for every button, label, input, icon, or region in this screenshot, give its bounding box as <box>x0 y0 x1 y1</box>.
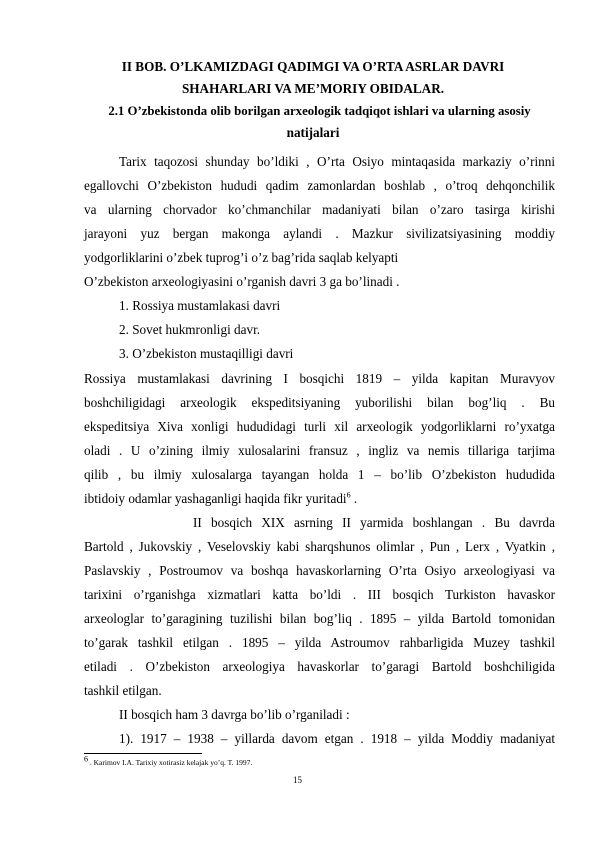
list-item: 2. Sovet hukmronligi davr. <box>119 322 261 337</box>
paragraph-line: egallovchi O’zbekiston hududi qadim zamonlardan boshlab , o’troq dehqonchilik <box>84 178 555 193</box>
paragraph-line: O’zbekiston arxeologiyasini o’rganish davri 3 ga bo’linadi . <box>84 274 400 289</box>
list-item: 1. Rossiya mustamlakasi davri <box>119 298 281 313</box>
paragraph-text: . <box>350 491 358 506</box>
footnote-marker: 6 <box>84 754 88 764</box>
paragraph-line: ekspeditsiya Xiva xonligi hududidagi turli xil arxeologik yodgorliklarni ro’yxatga <box>84 419 555 434</box>
paragraph-line: jarayoni yuz bergan makonga aylandi . Mazkur sivilizatsiyasining moddiy <box>84 226 555 241</box>
paragraph-line: II bosqich XIX asrning II yarmida boshlangan . Bu davrda <box>193 515 555 530</box>
section-title-line-2: natijalari <box>286 125 340 140</box>
footnote-divider <box>84 753 202 754</box>
section-title-line-1: 2.1 O’zbekistonda olib borilgan arxeologik tadqiqot ishlari va ularning asosiy <box>108 104 531 118</box>
paragraph-text: ibtidoiy odamlar yashaganligi haqida fikr yuritadi <box>84 491 347 506</box>
list-item: 3. O’zbekiston mustaqilligi davri <box>119 346 294 361</box>
paragraph-line: Rossiya mustamlakasi davrining I bosqichi 1819 – yilda kapitan Muravyov <box>84 371 555 386</box>
footnote-text: . Karimov I.A. Tarixiy xotirasiz kelajak yo’q. T. 1997. <box>88 758 253 767</box>
paragraph-line: va ularning chorvador ko’chmanchilar madaniyati bilan o’zaro tasirga kirishi <box>84 202 555 217</box>
footnote-reference[interactable]: 6 <box>346 490 351 500</box>
paragraph-line: Tarix taqozosi shunday bo’ldiki , O’rta Osiyo mintaqasida markaziy o’rinni <box>119 154 555 169</box>
footnote <box>84 754 253 768</box>
paragraph-line: 1). 1917 – 1938 – yillarda davom etgan . 1918 – yilda Moddiy madaniyat <box>119 731 555 746</box>
paragraph-line: etiladi . O’zbekiston arxeologiya havaskorlar to’garagi Bartold boshchiligida <box>84 659 555 674</box>
paragraph-line: tarixini o’rganishga xizmatlari katta bo’ldi . III bosqich Turkiston havaskor <box>84 587 555 602</box>
paragraph-line: Bartold , Jukovskiy , Veselovskiy kabi sharqshunos olimlar , Pun , Lerx , Vyatkin , <box>84 539 555 554</box>
chapter-title-line-1: II BOB. O’LKAMIZDAGI QADIMGI VA O’RTA ASRLAR DAVRI <box>121 59 505 74</box>
paragraph-line: arxeologlar to’garagining tuzilishi bilan bog’liq . 1895 – yilda Bartold tomonidan <box>84 611 555 626</box>
paragraph-line: II bosqich ham 3 davrga bo’lib o’rganiladi : <box>119 707 350 722</box>
paragraph-line: tashkil etilgan. <box>84 683 162 698</box>
paragraph-line: boshchiligidagi arxeologik ekspeditsiyaning yuborilishi bilan bog’liq . Bu <box>84 395 555 410</box>
paragraph-line: Paslavskiy , Postroumov va boshqa havaskorlarning O’rta Osiyo arxeologiyasi va <box>84 563 555 578</box>
paragraph-line: yodgorliklarini o’zbek tuprog’i o’z bag’rida saqlab kelyapti <box>84 250 399 265</box>
paragraph-line: oladi . U o’zining ilmiy xulosalarini fransuz , ingliz va nemis tillariga tarjima <box>84 443 555 458</box>
page-number: 15 <box>293 775 302 785</box>
chapter-title-line-2: SHAHARLARI VA ME’MORIY OBIDALAR. <box>181 81 445 96</box>
paragraph-line: qilib , bu ilmiy xulosalarga tayangan holda 1 – bo’lib O’zbekiston hududida <box>84 467 555 482</box>
paragraph-line: to’garak tashkil etilgan . 1895 – yilda Astroumov rahbarligida Muzey tashkil <box>84 635 555 650</box>
paragraph-line-with-footnote <box>84 489 555 509</box>
